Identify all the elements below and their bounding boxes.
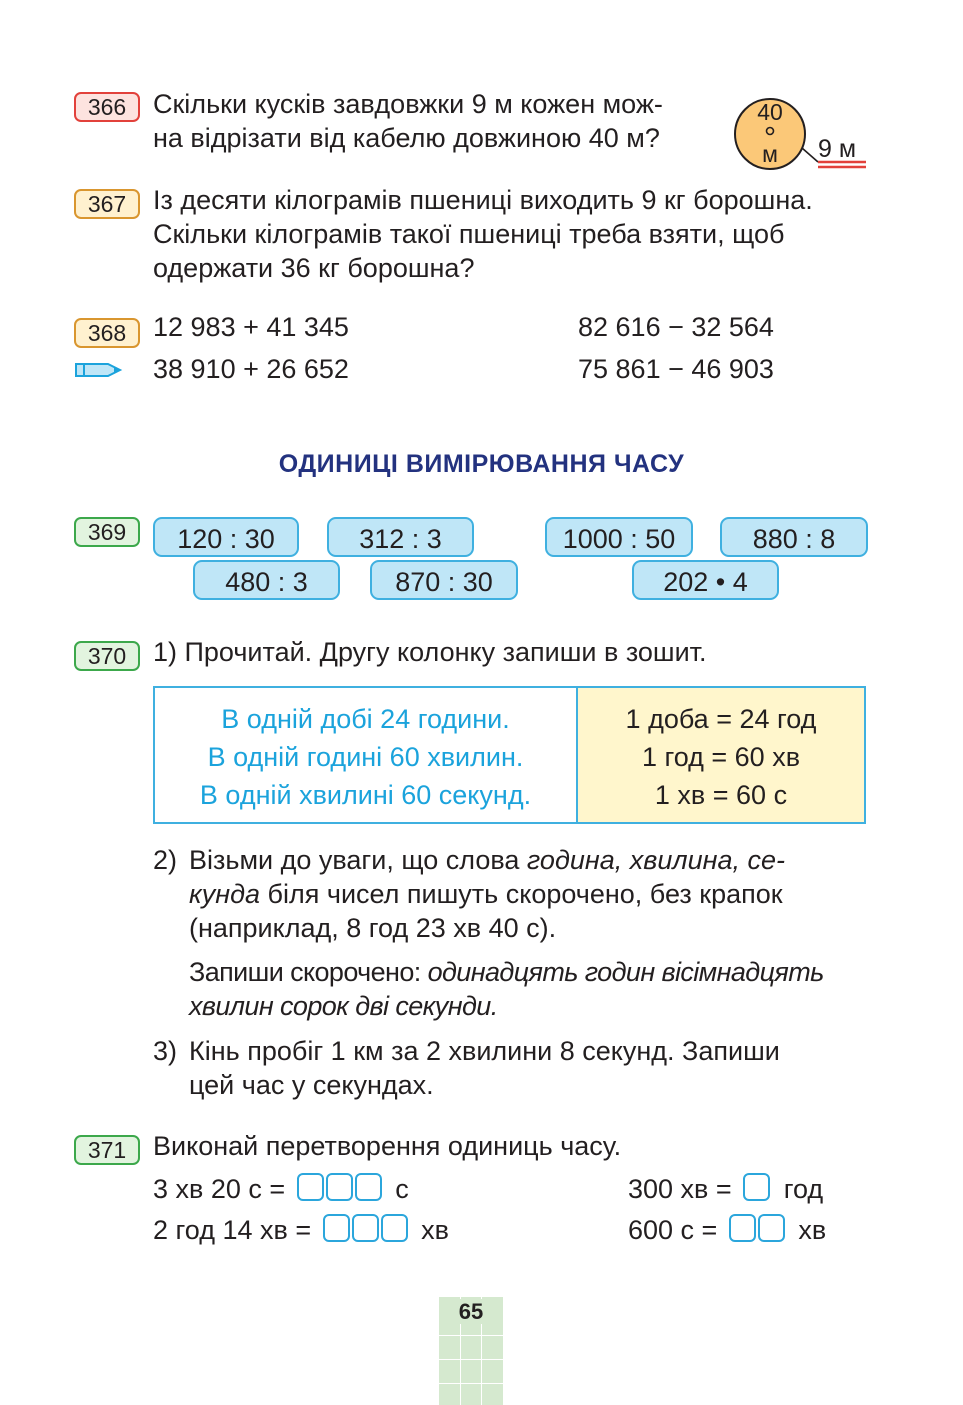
exercise-number-366: 366 [74, 92, 140, 122]
conversion-row: 600 с = хв [628, 1215, 827, 1245]
exercise-370-task2 [189, 843, 866, 945]
italic-terms: кунда [189, 879, 261, 909]
exercise-370-task1: 1) Прочитай. Другу колонку запиши в зошит. [153, 637, 707, 667]
exercise-366-text [153, 87, 698, 155]
table-left-row: В одній годині 60 хвилин. [207, 742, 524, 772]
answer-box[interactable] [355, 1173, 382, 1201]
cable-length-value: 40 [757, 99, 783, 125]
piece-length-label: 9 м [818, 135, 857, 163]
exercise-370-task3-line1: Кінь пробіг 1 км за 2 хвилини 8 секунд. Запиши [189, 1036, 780, 1066]
table-left-row: В одній добі 24 години. [221, 704, 510, 734]
exercise-number-371: 371 [74, 1135, 140, 1165]
answer-box[interactable] [297, 1173, 324, 1201]
answer-boxes [729, 1213, 787, 1247]
exercise-370-task2-number: 2) [153, 845, 178, 875]
exercise-368-left-2: 38 910 + 26 652 [153, 354, 349, 384]
exercise-371-title: Виконай перетворення одиниць часу. [153, 1131, 622, 1161]
exercise-367-text [153, 183, 866, 285]
table-right-row: 1 год = 60 хв [641, 742, 801, 772]
italic-terms: година, хвилина, се- [526, 845, 786, 875]
exercise-370-task2-sub-line2: хвилин сорок дві секунди. [189, 991, 498, 1021]
table-left-column [155, 688, 578, 822]
exercise-370-task2-line1: Візьми до уваги, що слова година, хвилина, се- [189, 845, 786, 875]
exercise-number-369: 369 [74, 517, 140, 547]
section-title: ОДИНИЦІ ВИМІРЮВАННЯ ЧАСУ [278, 450, 685, 478]
answer-box[interactable] [743, 1173, 770, 1201]
exercise-370-task2-line2: кунда біля чисел пишуть скорочено, без крапок [189, 879, 783, 909]
table-left-row: В одній хвилині 60 секунд. [199, 780, 532, 810]
expression-card: 1000 : 50 [545, 517, 693, 557]
exercise-366-line2: на відрізати від кабелю довжиною 40 м? [153, 123, 660, 153]
pencil-icon [74, 360, 124, 380]
exercise-370-task2-sub-line1: Запиши скорочено: одинадцять годин вісімнадцять [189, 957, 824, 987]
exercise-370-task3-line2: цей час у секундах. [189, 1070, 434, 1100]
exercise-367-line1: Із десяти кілограмів пшениці виходить 9 кг борошна. [153, 185, 813, 215]
answer-boxes [323, 1213, 410, 1247]
conversion-row: 2 год 14 хв = хв [153, 1215, 449, 1245]
time-units-table [153, 686, 866, 824]
conversion-row: 300 хв = год [628, 1174, 824, 1204]
answer-box[interactable] [323, 1214, 350, 1242]
answer-boxes [297, 1172, 384, 1206]
exercise-370-task2-sub [189, 955, 866, 1023]
conversion-row: 3 хв 20 с = с [153, 1174, 409, 1204]
exercise-367-line3: одержати 36 кг борошна? [153, 253, 475, 283]
exercise-368-right-2: 75 861 − 46 903 [578, 354, 774, 384]
exercise-366-line1: Скільки кусків завдовжки 9 м кожен мож- [153, 89, 663, 119]
answer-box[interactable] [729, 1214, 756, 1242]
expression-card: 870 : 30 [370, 560, 518, 600]
answer-box[interactable] [352, 1214, 379, 1242]
expression-card: 202 • 4 [632, 560, 779, 600]
answer-box[interactable] [758, 1214, 785, 1242]
exercise-number-367: 367 [74, 189, 140, 219]
exercise-370-task2-line3: (наприклад, 8 год 23 хв 40 с). [189, 913, 557, 943]
expression-card: 480 : 3 [193, 560, 340, 600]
expression-card: 120 : 30 [153, 517, 299, 557]
exercise-367-line2: Скільки кілограмів такої пшениці треба взяти, щоб [153, 219, 785, 249]
table-right-row: 1 хв = 60 с [654, 780, 788, 810]
exercise-number-368: 368 [74, 318, 140, 348]
cable-illustration [732, 98, 872, 170]
expression-card: 312 : 3 [327, 517, 474, 557]
exercise-370-task3 [189, 1034, 866, 1102]
page-number: 65 [455, 1299, 487, 1324]
page-number-tab [439, 1297, 503, 1405]
answer-boxes [743, 1172, 772, 1206]
answer-box[interactable] [326, 1173, 353, 1201]
expression-card: 880 : 8 [720, 517, 868, 557]
answer-box[interactable] [381, 1214, 408, 1242]
exercise-368-right-1: 82 616 − 32 564 [578, 312, 774, 342]
exercise-number-370: 370 [74, 641, 140, 671]
table-right-row: 1 доба = 24 год [625, 704, 817, 734]
exercise-368-left-1: 12 983 + 41 345 [153, 312, 349, 342]
cable-length-unit: м [762, 141, 778, 167]
exercise-370-task3-number: 3) [153, 1036, 178, 1066]
table-right-column [578, 688, 864, 822]
